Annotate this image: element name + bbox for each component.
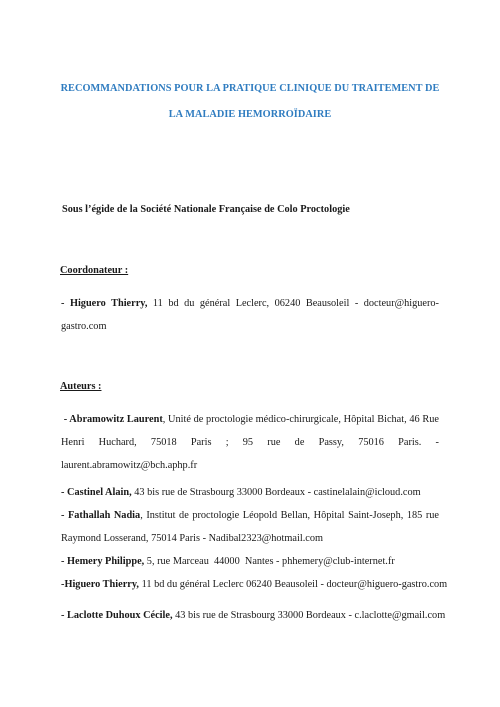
entry-prefix: -: [61, 487, 68, 498]
author-details: 11 bd du général Leclerc 06240 Beausoleil - docteur@higuero-gastro.com: [139, 579, 448, 590]
author-details: 43 bis rue de Strasbourg 33000 Bordeaux - c.laclotte@gmail.com: [172, 610, 446, 621]
entry-prefix: -: [61, 510, 68, 521]
author-entry: [61, 408, 439, 477]
author-entry: [61, 604, 446, 627]
author-details: 43 bis rue de Strasbourg 33000 Bordeaux - castinelalain@icloud.com: [131, 487, 421, 498]
author-entry: [61, 573, 448, 596]
author-name: Castinel Alain,: [67, 487, 132, 498]
coordinator-heading: Coordonateur :: [60, 265, 129, 276]
coordinator-name: Higuero Thierry,: [69, 298, 148, 309]
author-details: , Unité de proctologie médico-chirurgicale, Hôpital Bichat, 46 Rue Henri Huchard, 75018 Paris ; 95 rue de Passy, 75016 Paris. - laurent.abramowitz@bch.aphp.fr: [61, 414, 439, 471]
author-name: Abramowitz Laurent: [69, 414, 163, 425]
author-name: Hemery Philippe,: [67, 556, 145, 567]
author-entry: [61, 550, 439, 573]
document-subtitle: Sous l’égide de la Société Nationale Française de Colo Proctologie: [62, 204, 350, 215]
author-entry: [61, 481, 439, 504]
author-entry: [61, 504, 439, 550]
author-details: , Institut de proctologie Léopold Bellan, Hôpital Saint-Joseph, 185 rue Raymond Losserand, 75014 Paris - Nadibal2323@hotmail.com: [61, 510, 439, 544]
authors-heading: Auteurs :: [60, 381, 102, 392]
entry-prefix: -: [61, 414, 70, 425]
document-title-line-1: RECOMMANDATIONS POUR LA PRATIQUE CLINIQUE DU TRAITEMENT DE: [60, 83, 440, 94]
entry-prefix: -: [61, 579, 65, 590]
document-title-line-2: LA MALADIE HEMORROÏDAIRE: [168, 109, 332, 120]
author-name: Higuero Thierry,: [64, 579, 139, 590]
coordinator-entry: [61, 292, 439, 338]
author-details: 5, rue Marceau 44000 Nantes - phhemery@club-internet.fr: [144, 556, 395, 567]
entry-prefix: -: [61, 556, 68, 567]
entry-prefix: -: [61, 298, 70, 309]
coordinator-details: 11 bd du général Leclerc, 06240 Beausoleil - docteur@higuero-gastro.com: [61, 298, 439, 332]
author-name: Fathallah Nadia: [67, 510, 141, 521]
author-name: Laclotte Duhoux Cécile,: [67, 610, 173, 621]
entry-prefix: -: [61, 610, 68, 621]
